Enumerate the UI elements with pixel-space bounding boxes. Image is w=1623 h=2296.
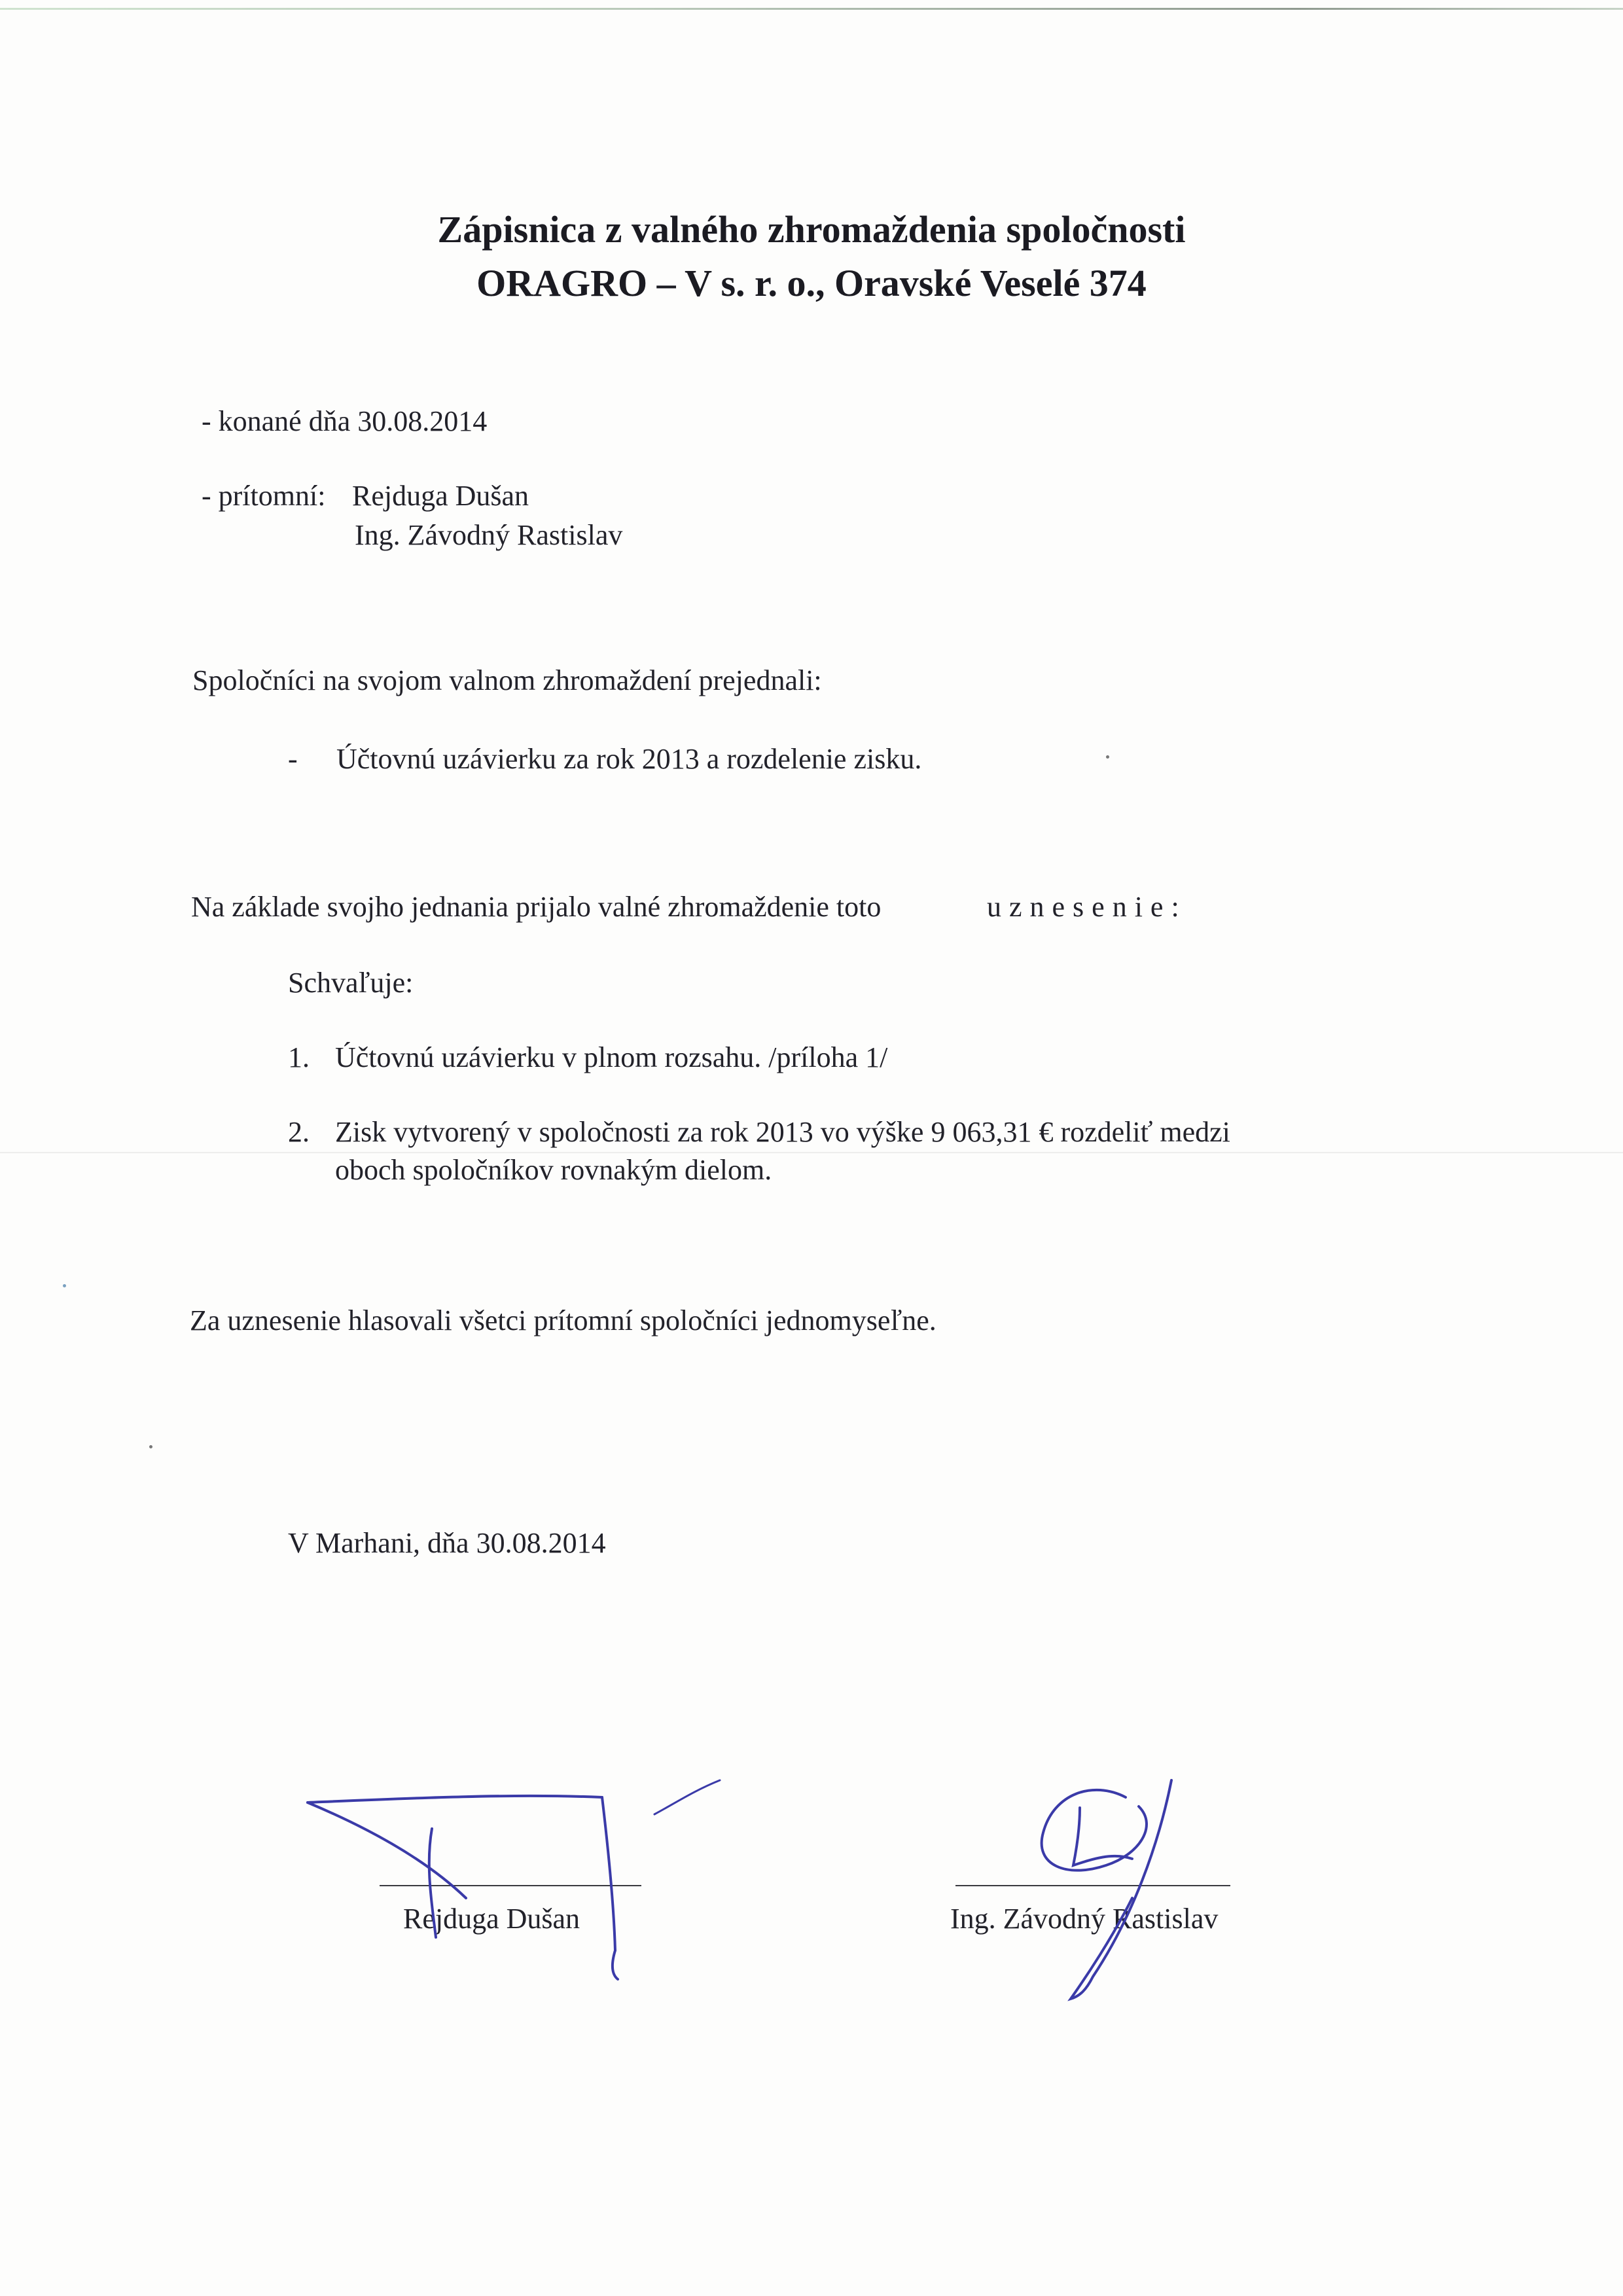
meeting-date: - konané dňa 30.08.2014 — [202, 405, 488, 437]
signatory-2-name: Ing. Závodný Rastislav — [950, 1903, 1219, 1935]
resolution-intro: Na základe svojho jednania prijalo valné zhromaždenie toto — [191, 891, 882, 923]
page-top-edge — [0, 8, 1623, 10]
document-title-line-2: ORAGRO – V s. r. o., Oravské Veselé 374 — [476, 262, 1147, 304]
item-1-number: 1. — [288, 1041, 310, 1073]
present-member-1: Rejduga Dušan — [352, 480, 529, 512]
item-2-text-continued: oboch spoločníkov rovnakým dielom. — [335, 1154, 772, 1186]
document-title-line-1: Zápisnica z valného zhromaždenia spoločnosti — [437, 208, 1186, 251]
paper-fold-line — [0, 1152, 1623, 1153]
scan-speck — [1106, 755, 1109, 759]
signature-zavodny-handwritten — [1008, 1767, 1204, 2016]
scan-speck — [149, 1445, 152, 1448]
discussed-intro: Spoločníci na svojom valnom zhromaždení prejednali: — [192, 664, 822, 696]
resolution-word: uznesenie: — [987, 891, 1187, 923]
item-2-number: 2. — [288, 1116, 310, 1148]
present-member-2: Ing. Závodný Rastislav — [355, 519, 623, 551]
signatory-1-name: Rejduga Dušan — [403, 1903, 580, 1935]
discussed-item: Účtovnú uzávierku za rok 2013 a rozdelenie zisku. — [336, 743, 922, 775]
present-label: - prítomní: — [202, 480, 326, 512]
scan-speck — [63, 1284, 66, 1287]
item-1-text: Účtovnú uzávierku v plnom rozsahu. /príloha 1/ — [335, 1041, 888, 1073]
approves-label: Schvaľuje: — [288, 967, 414, 999]
vote-statement: Za uznesenie hlasovali všetci prítomní spoločníci jednomyseľne. — [190, 1304, 936, 1336]
discussed-dash: - — [288, 743, 298, 775]
item-2-text: Zisk vytvorený v spoločnosti za rok 2013 vo výške 9 063,31 € rozdeliť medzi — [335, 1116, 1230, 1148]
place-and-date: V Marhani, dňa 30.08.2014 — [288, 1527, 606, 1559]
signature-rejduga-handwritten — [301, 1761, 733, 1983]
